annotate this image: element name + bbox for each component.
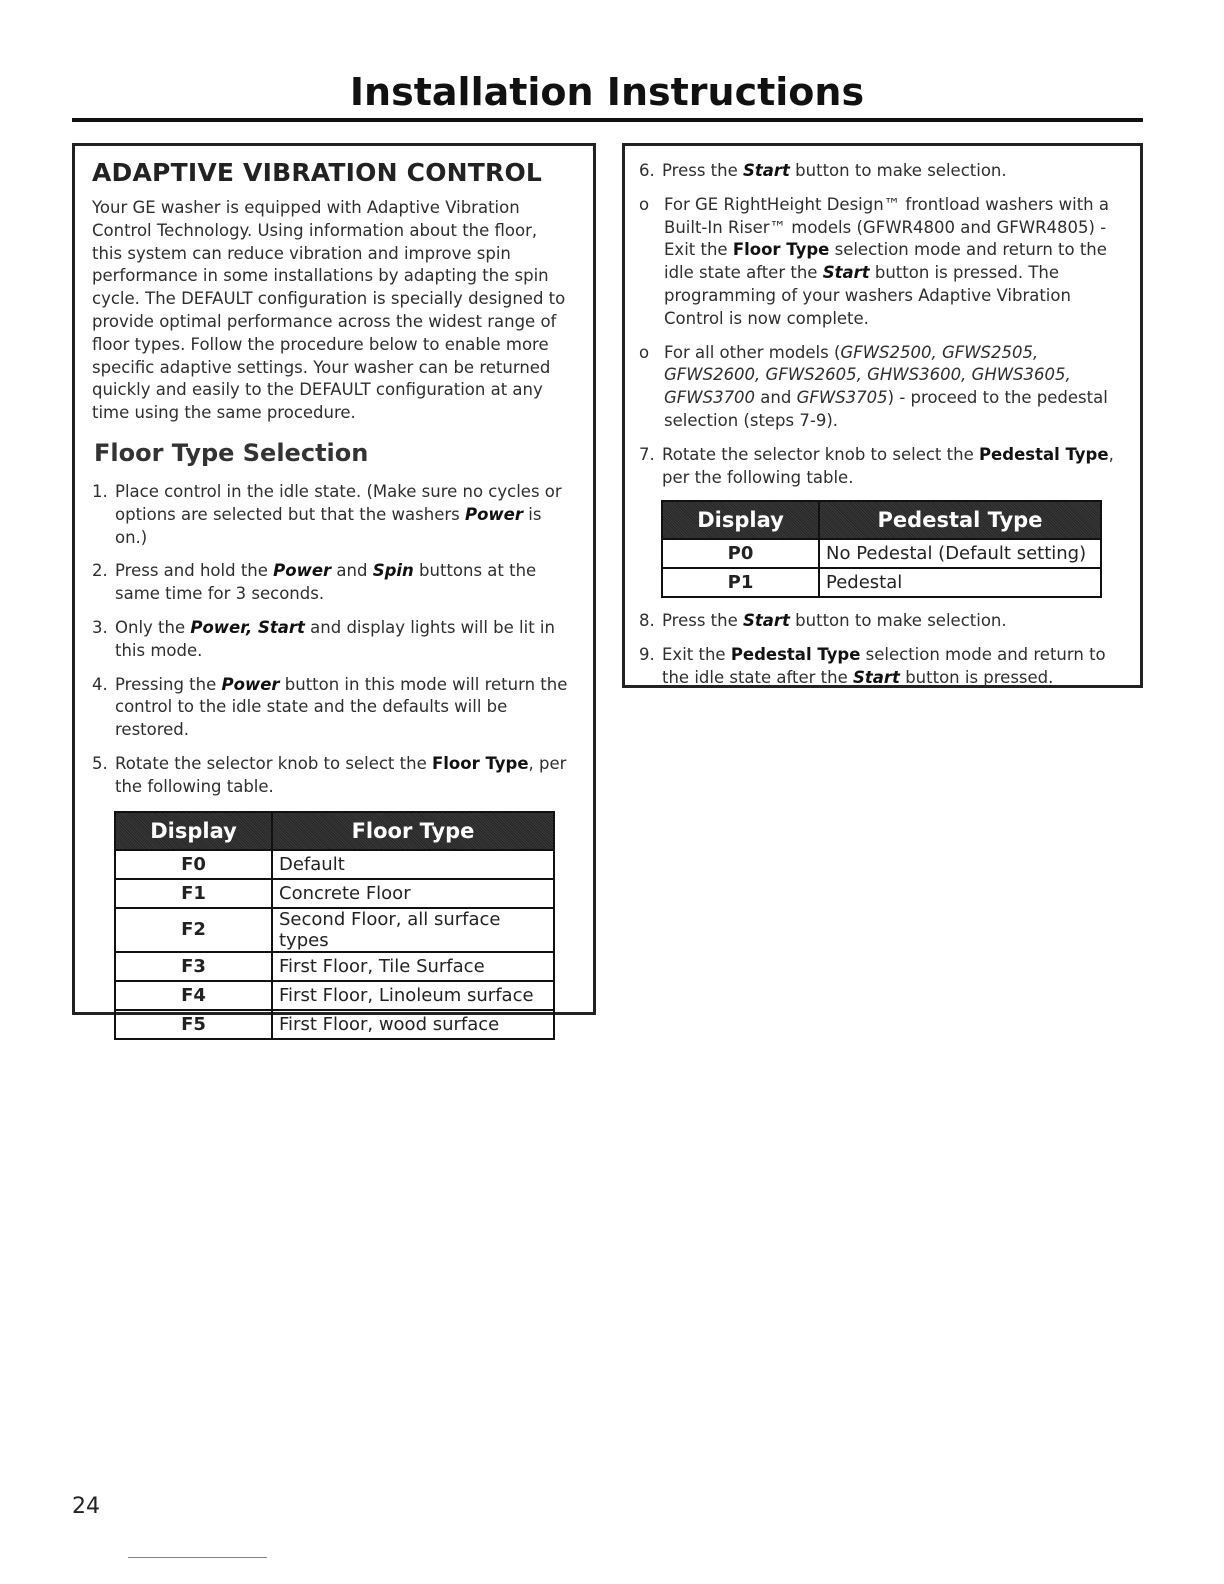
- step-number: 9.: [639, 645, 655, 665]
- step-number: 4.: [92, 674, 108, 694]
- step-number: 2.: [92, 561, 108, 581]
- step-number: 7.: [639, 444, 655, 464]
- text-run: and: [331, 561, 373, 581]
- table-row: [115, 1010, 554, 1039]
- text-run: selection mode and return to the idle state after the: [664, 240, 1107, 283]
- table-row: [115, 850, 554, 879]
- bullet-other-models: [639, 342, 1118, 433]
- display-code: F1: [115, 879, 272, 908]
- bullet-marker: o: [639, 342, 650, 362]
- step-text: [115, 560, 569, 606]
- step-number: 6.: [639, 161, 655, 180]
- display-code: P1: [662, 568, 819, 597]
- pedestal-steps-list: [639, 160, 1118, 489]
- table-row: [115, 908, 554, 952]
- text-run: Press the: [662, 611, 743, 631]
- floor-steps-list: [92, 481, 569, 799]
- text-run: Exit the: [662, 645, 731, 665]
- footer-rule: [128, 1557, 267, 1558]
- step-2: [92, 560, 569, 606]
- display-code: F3: [115, 952, 272, 981]
- text-run: and: [755, 388, 797, 408]
- step-text: [115, 753, 569, 799]
- start-term: Start: [743, 611, 790, 631]
- display-code: P0: [662, 539, 819, 568]
- step-4: [92, 674, 569, 742]
- power-term: Power: [221, 674, 280, 694]
- floor-type-heading: Floor Type Selection: [94, 438, 369, 467]
- column-header-pedestal-type: Pedestal Type: [819, 501, 1101, 539]
- model-name: GFWS3705: [796, 388, 888, 408]
- step-text: [664, 194, 1118, 331]
- step-3: [92, 617, 569, 663]
- power-term: Power: [465, 504, 523, 524]
- pedestal-type-term: Pedestal Type: [978, 444, 1109, 464]
- text-run: is on.): [115, 504, 542, 547]
- spin-term: Spin: [372, 561, 414, 581]
- page-number: 24: [72, 1494, 100, 1519]
- table-row: [662, 568, 1101, 597]
- column-header-floor-type: Floor Type: [272, 812, 554, 850]
- text-run: For all other models (: [664, 342, 841, 362]
- step-text: [662, 644, 1118, 690]
- text-run: For GE RightHeight Design™ frontload washers with a Built-In Riser™ models (GFWR4800 and GFWR4805) - Exit the: [664, 194, 1109, 260]
- step-9: [639, 644, 1118, 690]
- text-run: Pressing the: [115, 674, 222, 694]
- step-number: 3.: [92, 617, 108, 637]
- text-run: buttons at the same time for 3 seconds.: [115, 561, 537, 604]
- step-6: [639, 160, 1118, 183]
- text-run: selection mode and return to the idle state after the: [662, 645, 1106, 687]
- table-row: [115, 879, 554, 908]
- step-number: 8.: [639, 611, 655, 631]
- table-header-row: [662, 501, 1101, 539]
- floor-type-term: Floor Type: [732, 240, 830, 260]
- step-text: [115, 481, 569, 549]
- floor-type-value: First Floor, Linoleum surface: [272, 981, 554, 1010]
- text-run: Only the: [115, 617, 191, 637]
- step-text: [662, 444, 1118, 490]
- table-header-row: [115, 812, 554, 850]
- pedestal-steps-list-continued: [639, 610, 1118, 689]
- step-8: [639, 610, 1118, 633]
- start-term: Start: [743, 161, 790, 180]
- step-number: 1.: [92, 481, 108, 501]
- power-start-term: Power, Start: [190, 617, 305, 637]
- pedestal-type-table: [661, 500, 1102, 598]
- step-text: [662, 160, 1118, 183]
- text-run: button in this mode will return the control to the idle state and the defaults will be restored.: [115, 674, 568, 740]
- text-run: , per the following table.: [115, 753, 567, 796]
- column-header-display: Display: [662, 501, 819, 539]
- step-1: [92, 481, 569, 549]
- start-term: Start: [853, 667, 900, 687]
- floor-type-value: Second Floor, all surface types: [272, 908, 554, 952]
- start-term: Start: [822, 263, 870, 283]
- intro-paragraph: Your GE washer is equipped with Adaptive Vibration Control Technology. Using information about the floor, this system can reduce vibration and improve spin performance in some installations by adapting the spin cycle. The DEFAULT configuration is specially designed to provide optimal performance across the widest range of floor types. Follow the procedure below to enable more specific adaptive settings. Your washer can be returned quickly and easily to the DEFAULT configuration at any time using the same procedure.: [92, 198, 566, 423]
- text-run: Press and hold the: [115, 561, 274, 581]
- column-header-display: Display: [115, 812, 272, 850]
- display-code: F5: [115, 1010, 272, 1039]
- text-run: button is pressed.: [899, 667, 1054, 687]
- pedestal-type-term: Pedestal Type: [730, 645, 861, 665]
- model-list: GFWS2500, GFWS2505, GFWS2600, GFWS2605, GHWS3600, GHWS3605, GFWS3700: [664, 342, 1071, 408]
- floor-type-value: First Floor, Tile Surface: [272, 952, 554, 981]
- table-row: [115, 952, 554, 981]
- bullet-riser-models: [639, 194, 1118, 331]
- text-run: Rotate the selector knob to select the: [662, 444, 979, 464]
- floor-type-term: Floor Type: [431, 753, 529, 773]
- text-run: ) - proceed to the pedestal selection (steps 7-9).: [664, 388, 1108, 430]
- step-number: 5.: [92, 753, 108, 773]
- display-code: F4: [115, 981, 272, 1010]
- text-run: button is pressed. The programming of your washers Adaptive Vibration Control is now complete.: [664, 263, 1071, 328]
- floor-type-value: Default: [272, 850, 554, 879]
- text-run: Rotate the selector knob to select the: [115, 753, 432, 773]
- bullet-marker: o: [639, 194, 650, 214]
- step-text: [664, 342, 1118, 433]
- step-text: [115, 617, 569, 663]
- text-run: button to make selection.: [789, 611, 1007, 631]
- page-title: Installation Instructions: [349, 70, 865, 114]
- power-term: Power: [273, 561, 332, 581]
- floor-type-table: [114, 811, 555, 1040]
- table-row: [115, 981, 554, 1010]
- step-text: [662, 610, 1118, 633]
- text-run: and display lights will be lit in this mode.: [115, 617, 555, 660]
- title-rule: [72, 118, 1143, 122]
- display-code: F0: [115, 850, 272, 879]
- floor-type-value: First Floor, wood surface: [272, 1010, 554, 1039]
- table-row: [662, 539, 1101, 568]
- text-run: Place control in the idle state. (Make sure no cycles or options are selected but that the washers: [115, 481, 562, 524]
- pedestal-type-value: Pedestal: [819, 568, 1101, 597]
- text-run: , per the following table.: [662, 444, 1114, 487]
- text-run: Press the: [662, 161, 743, 180]
- pedestal-type-value: No Pedestal (Default setting): [819, 539, 1101, 568]
- text-run: button to make selection.: [789, 161, 1007, 180]
- section-heading: ADAPTIVE VIBRATION CONTROL: [92, 158, 543, 187]
- step-7: [639, 444, 1118, 490]
- step-5: [92, 753, 569, 799]
- display-code: F2: [115, 908, 272, 952]
- pedestal-panel: [622, 143, 1143, 688]
- step-text: [115, 674, 569, 742]
- floor-type-value: Concrete Floor: [272, 879, 554, 908]
- adaptive-vibration-panel: [72, 143, 596, 1035]
